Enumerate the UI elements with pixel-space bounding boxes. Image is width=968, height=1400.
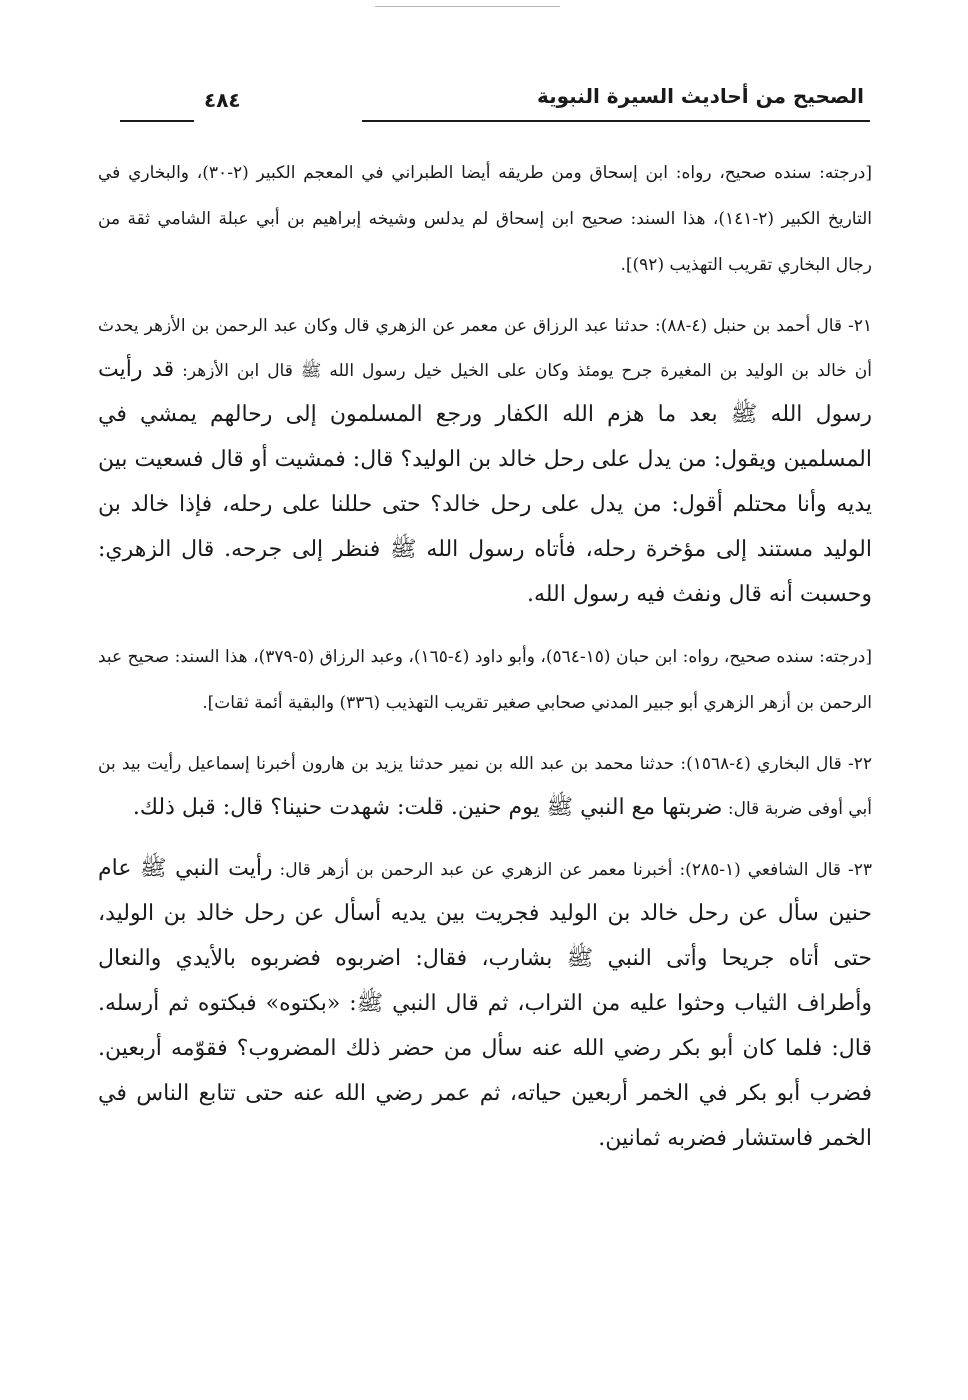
takhrij-note-1: [درجته: سنده صحيح، رواه: ابن إسحاق ومن طريقه أيضا الطبراني في المعجم الكبير (٢-٣٠)، والبخاري في التاريخ الكبير (٢-١٤١)، هذا السند: صحيح ابن إسحاق لم يدلس وشيخه إبراهيم بن أبي عبلة الشامي ثقة من رجال البخاري تقريب التهذيب (٩٢)]. <box>98 163 873 275</box>
scan-top-rule <box>375 6 560 7</box>
hadith-22 <box>98 742 872 831</box>
page-header <box>110 84 870 124</box>
header-rule-short <box>120 120 194 122</box>
page-body <box>98 150 872 1178</box>
takhrij-note-2: [درجته: سنده صحيح، رواه: ابن حبان (١٥-٥٦٤)، وأبو داود (٤-١٦٥)، وعبد الرزاق (٥-٣٧٩)، هذا السند: صحيح عبد الرحمن بن أزهر الزهري أبو جبير المدني صحابي صغير تقريب التهذيب (٣٣٦) والبقية أئمة ثقات]. <box>98 647 872 713</box>
hadith-23-isnad: ٢٣- قال الشافعي (١-٢٨٥): أخبرنا معمر عن الزهري عن عبد الرحمن بن أزهر قال: <box>279 860 873 880</box>
hadith-23-matn: رأيت النبي ﷺ عام حنين سأل عن رحل خالد بن الوليد فجريت بين يديه أسأل عن رحل خالد بن الوليد، حتى أتاه جريحا وأتى النبي ﷺ بشارب، فقال: اضربوه فضربوه بالأيدي والنعال وأطراف الثياب وحثوا عليه من التراب، ثم قال النبي ﷺ: «بكتوه» فبكتوه ثم أرسله. قال: فلما كان أبو بكر رضي الله عنه سأل من حضر ذلك المضروب؟ فقوّمه أربعين. فضرب أبو بكر في الخمر أربعين حياته، ثم عمر رضي الله عنه حتى تتابع الناس في الخمر فاستشار فضربه ثمانين. <box>98 856 872 1151</box>
running-title: الصحيح من أحاديث السيرة النبوية <box>536 84 864 108</box>
page-number: ٤٨٤ <box>204 88 241 112</box>
hadith-22-matn: ضربتها مع النبي ﷺ يوم حنين. قلت: شهدت حنينا؟ قال: قبل ذلك. <box>132 795 723 820</box>
hadith-21-isnad: ٢١- قال أحمد بن حنبل (٤-٨٨): حدثنا عبد الرزاق عن معمر عن الزهري قال وكان عبد الرحمن بن الأزهر يحدث أن خالد بن الوليد بن المغيرة جرح يومئذ وكان على الخيل خيل رسول الله ﷺ قال ابن الأزهر: <box>98 316 872 381</box>
header-rule <box>362 120 870 122</box>
hadith-21-matn: قد رأيت رسول الله ﷺ بعد ما هزم الله الكفار ورجع المسلمون إلى رحالهم يمشي في المسلمين ويقول: من يدل على رحل خالد بن الوليد؟ قال: فمشيت أو قال فسعيت بين يديه وأنا محتلم أقول: من يدل على رحل خالد؟ حتى حللنا على رحله، فإذا خالد بن الوليد مستند إلى مؤخرة رحله، فأتاه رسول الله ﷺ فنظر إلى جرحه. قال الزهري: وحسبت أنه قال ونفث فيه رسول الله. <box>98 357 872 607</box>
hadith-23 <box>98 847 872 1162</box>
hadith-22-isnad: ٢٢- قال البخاري (٤-١٥٦٨): حدثنا محمد بن عبد الله بن نمير حدثنا يزيد بن هارون أخبرنا إسماعيل رأيت بيد بن أبي أوفى ضربة قال: <box>98 754 872 819</box>
hadith-21 <box>98 304 872 618</box>
